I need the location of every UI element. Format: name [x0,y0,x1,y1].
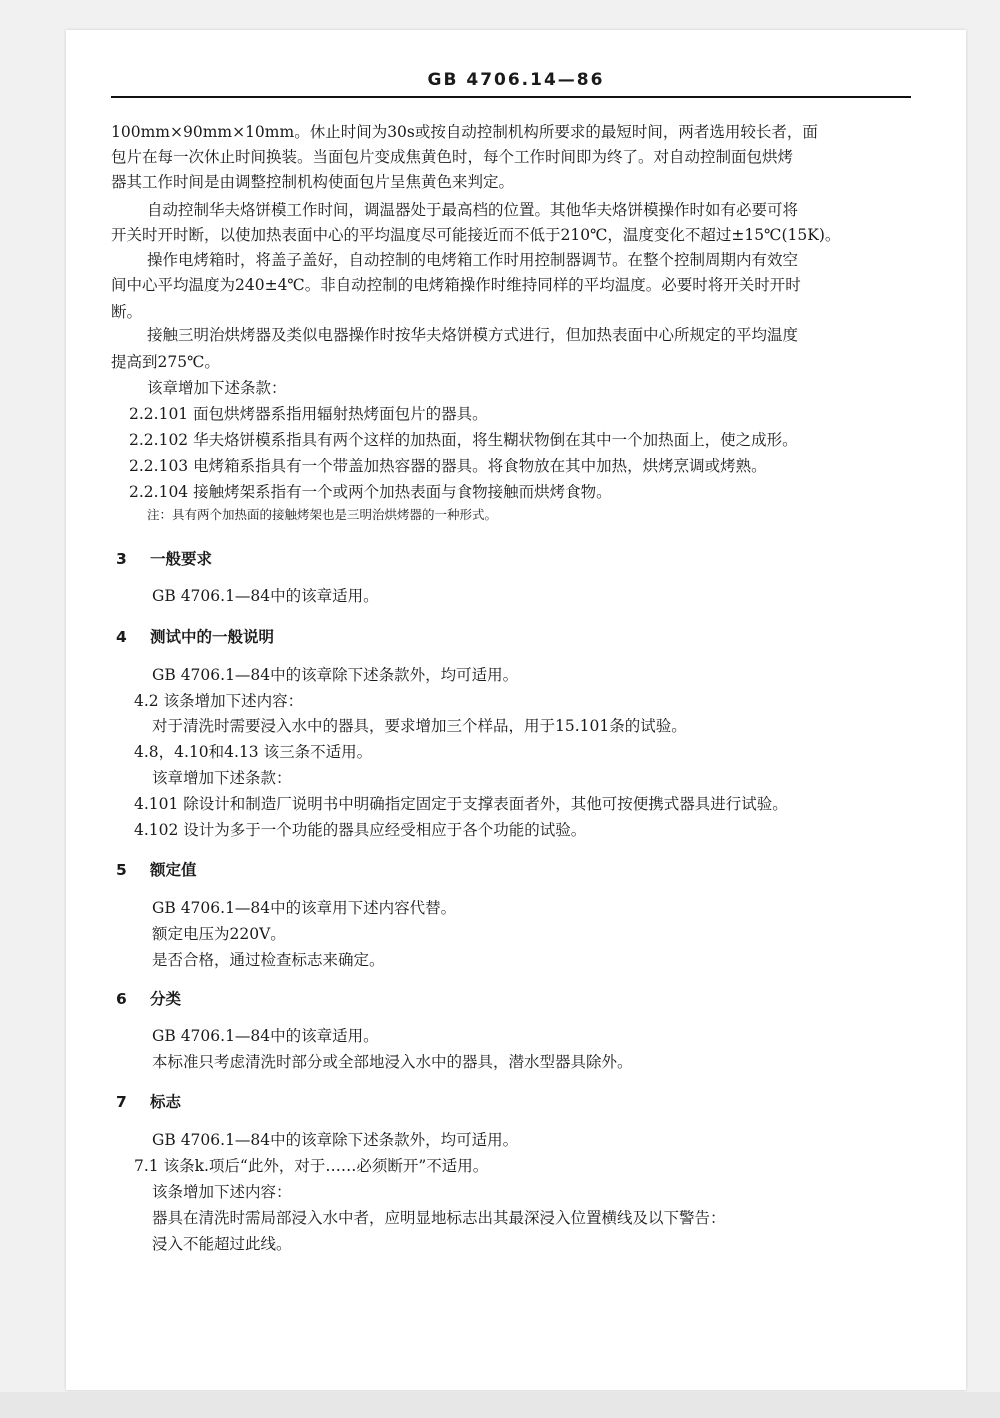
body-line: 接触三明治烘烤器及类似电器操作时按华夫烙饼模方式进行，但加热表面中心所规定的平均温度 [147,326,799,344]
section-title: 测试中的一般说明 [150,628,275,646]
document-page [66,30,966,1390]
section-number: 5 [116,861,127,879]
clause-line: 2.2.103 电烤箱系指具有一个带盖加热容器的器具。将食物放在其中加热，烘烤烹调或烤熟。 [129,457,767,475]
body-line: 该章增加下述条款： [152,769,292,787]
clause-line: 4.2 该条增加下述内容： [134,692,304,710]
body-line: 间中心平均温度为240±4℃。非自动控制的电烤箱操作时维持同样的平均温度。必要时将开关时开时 [111,276,801,294]
body-line: 自动控制华夫烙饼模工作时间，调温器处于最高档的位置。其他华夫烙饼模操作时如有必要可将 [147,201,799,219]
clause-line: 4.8，4.10和4.13 该三条不适用。 [134,743,373,761]
section-number: 7 [116,1093,127,1111]
body-line: 断。 [111,303,143,321]
header-rule [111,96,911,98]
body-line: 器其工作时间是由调整控制机构使面包片呈焦黄色来判定。 [111,173,515,191]
clause-line: 2.2.104 接触烤架系指有一个或两个加热表面与食物接触而烘烤食物。 [129,483,612,501]
body-line: GB 4706.1—84中的该章适用。 [152,1027,379,1045]
clause-line: 7.1 该条k.项后“此外，对于……必须断开”不适用。 [134,1157,489,1175]
body-line: GB 4706.1—84中的该章用下述内容代替。 [152,899,457,917]
body-line: GB 4706.1—84中的该章适用。 [152,587,379,605]
body-line: 额定电压为220V。 [152,925,286,943]
section-heading-6 [116,987,181,1009]
body-line: 开关时开时断，以使加热表面中心的平均温度尽可能接近而不低于210℃，温度变化不超过±15℃(15K)。 [111,226,841,244]
section-number: 4 [116,628,127,646]
section-heading-4 [116,625,274,647]
body-line: GB 4706.1—84中的该章除下述条款外，均可适用。 [152,666,519,684]
section-heading-5 [116,858,197,880]
clause-line: 4.101 除设计和制造厂说明书中明确指定固定于支撑表面者外，其他可按便携式器具进行试验。 [134,795,788,813]
section-title: 额定值 [150,861,197,879]
body-line: 是否合格，通过检查标志来确定。 [152,951,385,969]
note-line: 注：具有两个加热面的接触烤架也是三明治烘烤器的一种形式。 [147,507,498,522]
section-title: 分类 [150,990,182,1008]
section-title: 一般要求 [150,550,213,568]
body-line: 对于清洗时需要浸入水中的器具，要求增加三个样品，用于15.101条的试验。 [152,717,687,735]
body-line: 器具在清洗时需局部浸入水中者，应明显地标志出其最深浸入位置横线及以下警告： [152,1209,726,1227]
viewer-bottom-bar [0,1392,1000,1418]
page-header: GB 4706.14—86 [427,70,605,90]
clause-line: 2.2.102 华夫烙饼模系指具有两个这样的加热面，将生糊状物倒在其中一个加热面上，使之成形。 [129,431,798,449]
clause-line: 2.2.101 面包烘烤器系指用辐射热烤面包片的器具。 [129,405,488,423]
body-line: 100mm×90mm×10mm。休止时间为30s或按自动控制机构所要求的最短时间，两者选用较长者，面 [111,123,818,141]
section-number: 3 [116,550,127,568]
body-line: 提高到275℃。 [111,353,220,371]
section-heading-3 [116,547,212,569]
body-line: 该条增加下述内容： [152,1183,292,1201]
body-line: 包片在每一次休止时间换装。当面包片变成焦黄色时，每个工作时间即为终了。对自动控制面包烘烤 [111,148,794,166]
section-title: 标志 [150,1093,182,1111]
body-line: GB 4706.1—84中的该章除下述条款外，均可适用。 [152,1131,519,1149]
section-heading-7 [116,1090,181,1112]
body-line: 操作电烤箱时，将盖子盖好，自动控制的电烤箱工作时用控制器调节。在整个控制周期内有效空 [147,251,799,269]
clause-line: 4.102 设计为多于一个功能的器具应经受相应于各个功能的试验。 [134,821,587,839]
body-line: 该章增加下述条款： [147,379,287,397]
section-number: 6 [116,990,127,1008]
body-line: 浸入不能超过此线。 [152,1235,292,1253]
body-line: 本标准只考虑清洗时部分或全部地浸入水中的器具，潜水型器具除外。 [152,1053,633,1071]
